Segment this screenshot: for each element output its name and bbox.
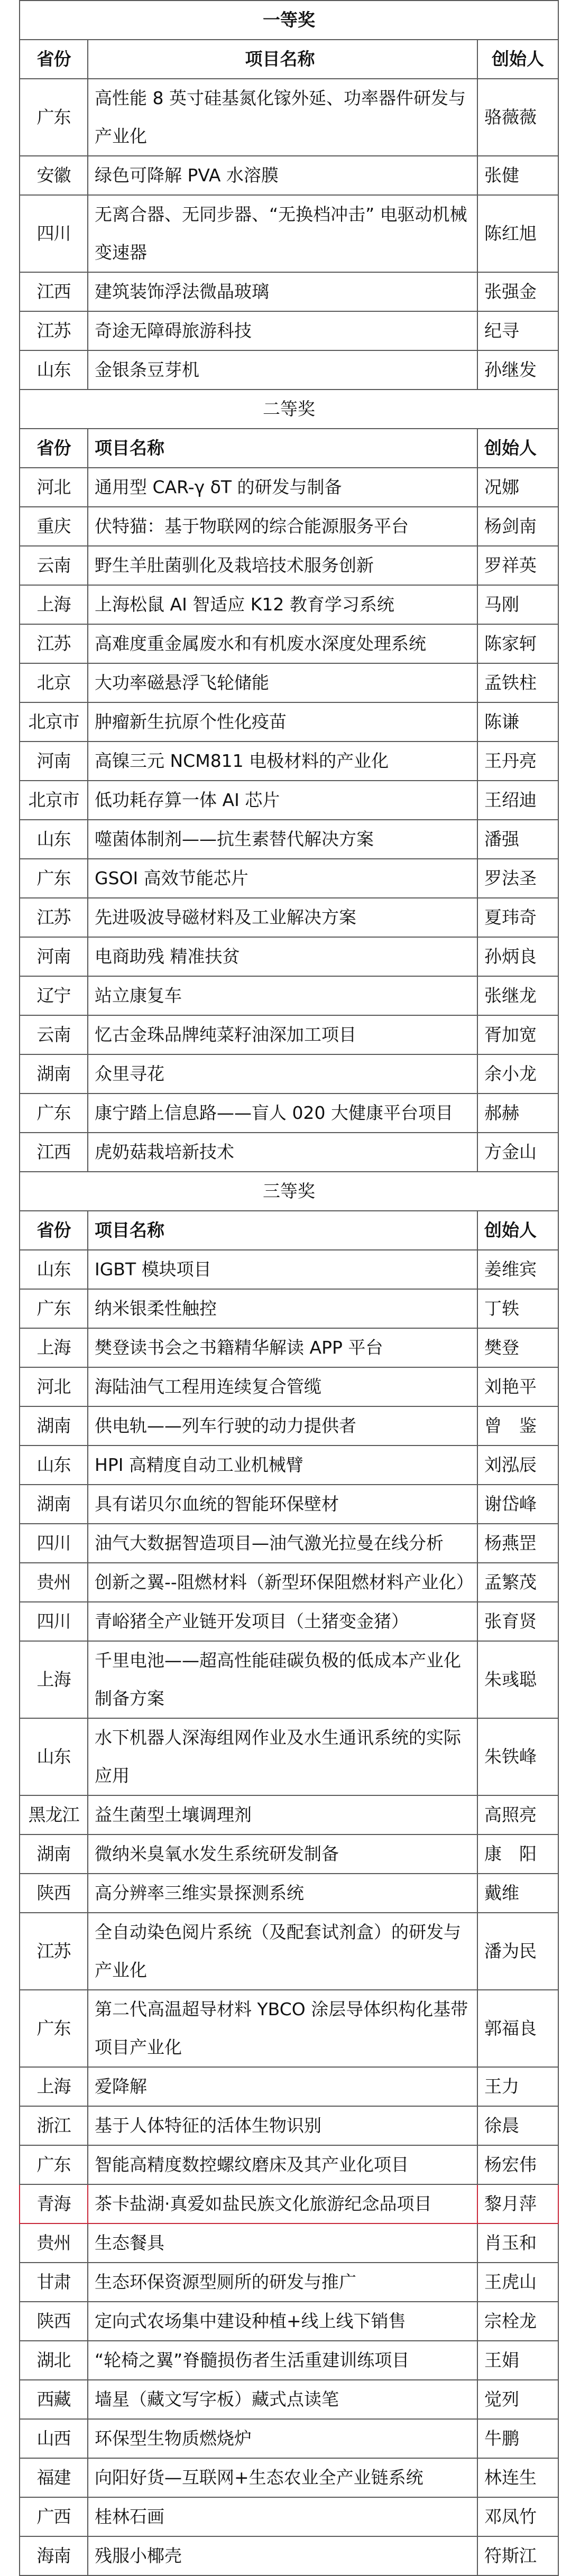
- founder-cell: 刘泓辰: [477, 1445, 558, 1485]
- province-cell: 江苏: [20, 1913, 88, 1990]
- table-row: [20, 1445, 558, 1485]
- province-cell: 河北: [20, 1367, 88, 1406]
- table-row: [20, 1874, 558, 1913]
- table-row: [20, 1015, 558, 1054]
- province-cell: 甘肃: [20, 2263, 88, 2302]
- province-cell: 西藏: [20, 2380, 88, 2419]
- province-cell: 安徽: [20, 156, 88, 195]
- founder-cell: 纪寻: [477, 311, 558, 350]
- founder-cell: 杨燕罡: [477, 1524, 558, 1563]
- project-name-cell: 千里电池——超高性能硅碳负极的低成本产业化制备方案: [88, 1641, 477, 1718]
- project-name-cell: HPI 高精度自动工业机械臂: [88, 1445, 477, 1485]
- table-row: [20, 272, 558, 311]
- founder-cell: 马刚: [477, 585, 558, 624]
- founder-cell: 张强金: [477, 272, 558, 311]
- founder-cell: 夏玮奇: [477, 898, 558, 937]
- table-row: [20, 1406, 558, 1445]
- founder-cell: 戴维: [477, 1874, 558, 1913]
- project-name-cell: 忆古金珠品牌纯菜籽油深加工项目: [88, 1015, 477, 1054]
- founder-cell: 肖玉和: [477, 2223, 558, 2263]
- founder-cell: 王力: [477, 2067, 558, 2106]
- column-header-province: 省份: [20, 429, 88, 468]
- table-row: [20, 859, 558, 898]
- column-header-row: [20, 40, 558, 79]
- founder-cell: 潘为民: [477, 1913, 558, 1990]
- province-cell: 贵州: [20, 2223, 88, 2263]
- table-row: [20, 1094, 558, 1133]
- province-cell: 湖南: [20, 1485, 88, 1524]
- table-row: [20, 1054, 558, 1094]
- table-row: [20, 1563, 558, 1602]
- founder-cell: 王绍迪: [477, 781, 558, 820]
- founder-cell: 郝赫: [477, 1094, 558, 1133]
- project-name-cell: “轮椅之翼”脊髓损伤者生活重建训练项目: [88, 2341, 477, 2380]
- table-row: [20, 1602, 558, 1641]
- province-cell: 湖北: [20, 2341, 88, 2380]
- project-name-cell: 基于人体特征的活体生物识别: [88, 2106, 477, 2145]
- section-title: 二等奖: [20, 390, 558, 429]
- province-cell: 山东: [20, 350, 88, 390]
- province-cell: 辽宁: [20, 976, 88, 1015]
- project-name-cell: 墙星（藏文写字板）藏式点读笔: [88, 2380, 477, 2419]
- table-row: [20, 742, 558, 781]
- founder-cell: 高照亮: [477, 1795, 558, 1834]
- table-row: [20, 2536, 558, 2575]
- table-row: [20, 663, 558, 702]
- founder-cell: 余小龙: [477, 1054, 558, 1094]
- project-name-cell: 樊登读书会之书籍精华解读 APP 平台: [88, 1328, 477, 1367]
- province-cell: 北京市: [20, 702, 88, 742]
- founder-cell: 张育贤: [477, 1602, 558, 1641]
- table-row: [20, 2302, 558, 2341]
- table-row: [20, 311, 558, 350]
- founder-cell: 方金山: [477, 1133, 558, 1172]
- table-row: [20, 820, 558, 859]
- project-name-cell: 茶卡盐湖·真爱如盐民族文化旅游纪念品项目: [88, 2184, 477, 2223]
- province-cell: 上海: [20, 585, 88, 624]
- province-cell: 四川: [20, 1602, 88, 1641]
- founder-cell: 觉列: [477, 2380, 558, 2419]
- table-row: [20, 1913, 558, 1990]
- province-cell: 江苏: [20, 898, 88, 937]
- province-cell: 云南: [20, 1015, 88, 1054]
- column-header-row: [20, 429, 558, 468]
- project-name-cell: 青峪猪全产业链开发项目（土猪变金猪）: [88, 1602, 477, 1641]
- table-row: [20, 2223, 558, 2263]
- province-cell: 四川: [20, 1524, 88, 1563]
- founder-cell: 刘艳平: [477, 1367, 558, 1406]
- project-name-cell: 大功率磁悬浮飞轮储能: [88, 663, 477, 702]
- founder-cell: 康 阳: [477, 1834, 558, 1874]
- province-cell: 四川: [20, 195, 88, 272]
- founder-cell: 孙炳良: [477, 937, 558, 976]
- table-row: [20, 156, 558, 195]
- table-row: [20, 1289, 558, 1328]
- project-name-cell: 油气大数据智造项目—油气激光拉曼在线分析: [88, 1524, 477, 1563]
- founder-cell: 曾 鉴: [477, 1406, 558, 1445]
- project-name-cell: 智能高精度数控螺纹磨床及其产业化项目: [88, 2145, 477, 2184]
- project-name-cell: 肿瘤新生抗原个性化疫苗: [88, 702, 477, 742]
- province-cell: 海南: [20, 2536, 88, 2575]
- province-cell: 河北: [20, 468, 88, 507]
- province-cell: 陕西: [20, 2302, 88, 2341]
- project-name-cell: 站立康复车: [88, 976, 477, 1015]
- province-cell: 浙江: [20, 2106, 88, 2145]
- table-row: [20, 350, 558, 390]
- section-title-row: [20, 390, 558, 429]
- project-name-cell: 虎奶菇栽培新技术: [88, 1133, 477, 1172]
- project-name-cell: 先进吸波导磁材料及工业解决方案: [88, 898, 477, 937]
- highlighted-table-row: [20, 2184, 558, 2223]
- founder-cell: 况娜: [477, 468, 558, 507]
- table-row: [20, 624, 558, 663]
- founder-cell: 胥加宽: [477, 1015, 558, 1054]
- province-cell: 湖南: [20, 1834, 88, 1874]
- column-header-project: 项目名称: [88, 1211, 477, 1250]
- table-row: [20, 195, 558, 272]
- founder-cell: 丁轶: [477, 1289, 558, 1328]
- founder-cell: 符斯江: [477, 2536, 558, 2575]
- province-cell: 湖南: [20, 1406, 88, 1445]
- table-row: [20, 1133, 558, 1172]
- province-cell: 上海: [20, 1328, 88, 1367]
- table-row: [20, 468, 558, 507]
- table-row: [20, 2419, 558, 2458]
- project-name-cell: 上海松鼠 AI 智适应 K12 教育学习系统: [88, 585, 477, 624]
- province-cell: 上海: [20, 1641, 88, 1718]
- founder-cell: 黎月萍: [477, 2184, 558, 2223]
- project-name-cell: 供电轨——列车行驶的动力提供者: [88, 1406, 477, 1445]
- founder-cell: 张健: [477, 156, 558, 195]
- project-name-cell: 噬菌体制剂——抗生素替代解决方案: [88, 820, 477, 859]
- founder-cell: 宗栓龙: [477, 2302, 558, 2341]
- province-cell: 河南: [20, 937, 88, 976]
- column-header-province: 省份: [20, 1211, 88, 1250]
- province-cell: 湖南: [20, 1054, 88, 1094]
- project-name-cell: 高分辨率三维实景探测系统: [88, 1874, 477, 1913]
- province-cell: 广东: [20, 1289, 88, 1328]
- province-cell: 重庆: [20, 507, 88, 546]
- founder-cell: 郭福良: [477, 1990, 558, 2067]
- table-row: [20, 1524, 558, 1563]
- project-name-cell: 纳米银柔性触控: [88, 1289, 477, 1328]
- founder-cell: 邓凤竹: [477, 2497, 558, 2536]
- project-name-cell: 奇途无障碍旅游科技: [88, 311, 477, 350]
- table-row: [20, 1990, 558, 2067]
- project-name-cell: 低功耗存算一体 AI 芯片: [88, 781, 477, 820]
- project-name-cell: 众里寻花: [88, 1054, 477, 1094]
- project-name-cell: 第二代高温超导材料 YBCO 涂层导体织构化基带项目产业化: [88, 1990, 477, 2067]
- awards-table-body: [20, 1, 558, 2575]
- province-cell: 广东: [20, 2145, 88, 2184]
- table-row: [20, 2106, 558, 2145]
- table-row: [20, 1795, 558, 1834]
- table-row: [20, 1641, 558, 1718]
- founder-cell: 潘强: [477, 820, 558, 859]
- table-row: [20, 546, 558, 585]
- project-name-cell: 环保型生物质燃烧炉: [88, 2419, 477, 2458]
- province-cell: 广东: [20, 859, 88, 898]
- project-name-cell: 益生菌型土壤调理剂: [88, 1795, 477, 1834]
- column-header-project: 项目名称: [88, 429, 477, 468]
- section-title-row: [20, 1172, 558, 1211]
- project-name-cell: 高性能 8 英寸硅基氮化镓外延、功率器件研发与产业化: [88, 79, 477, 156]
- project-name-cell: 高镍三元 NCM811 电极材料的产业化: [88, 742, 477, 781]
- table-row: [20, 507, 558, 546]
- table-row: [20, 585, 558, 624]
- founder-cell: 谢岱峰: [477, 1485, 558, 1524]
- founder-cell: 王丹亮: [477, 742, 558, 781]
- province-cell: 山西: [20, 2419, 88, 2458]
- founder-cell: 樊登: [477, 1328, 558, 1367]
- table-row: [20, 2458, 558, 2497]
- table-row: [20, 2497, 558, 2536]
- founder-cell: 姜维宾: [477, 1250, 558, 1289]
- section-title: 一等奖: [20, 1, 558, 40]
- section-title-row: [20, 1, 558, 40]
- awards-table: [19, 0, 559, 2576]
- founder-cell: 林连生: [477, 2458, 558, 2497]
- province-cell: 福建: [20, 2458, 88, 2497]
- project-name-cell: 伏特猫：基于物联网的综合能源服务平台: [88, 507, 477, 546]
- section-title: 三等奖: [20, 1172, 558, 1211]
- project-name-cell: 康宁踏上信息路——盲人 020 大健康平台项目: [88, 1094, 477, 1133]
- province-cell: 陕西: [20, 1874, 88, 1913]
- founder-cell: 陈家轲: [477, 624, 558, 663]
- column-header-founder: 创始人: [477, 1211, 558, 1250]
- founder-cell: 罗祥英: [477, 546, 558, 585]
- province-cell: 北京市: [20, 781, 88, 820]
- province-cell: 山东: [20, 820, 88, 859]
- founder-cell: 杨宏伟: [477, 2145, 558, 2184]
- table-row: [20, 1834, 558, 1874]
- province-cell: 江西: [20, 1133, 88, 1172]
- province-cell: 江苏: [20, 311, 88, 350]
- table-row: [20, 702, 558, 742]
- column-header-row: [20, 1211, 558, 1250]
- project-name-cell: 全自动染色阅片系统（及配套试剂盒）的研发与产业化: [88, 1913, 477, 1990]
- founder-cell: 孙继发: [477, 350, 558, 390]
- project-name-cell: 电商助残 精准扶贫: [88, 937, 477, 976]
- project-name-cell: 定向式农场集中建设种植+线上线下销售: [88, 2302, 477, 2341]
- project-name-cell: 残服小椰壳: [88, 2536, 477, 2575]
- project-name-cell: 通用型 CAR-γ δT 的研发与制备: [88, 468, 477, 507]
- table-row: [20, 1328, 558, 1367]
- project-name-cell: 微纳米臭氧水发生系统研发制备: [88, 1834, 477, 1874]
- column-header-province: 省份: [20, 40, 88, 79]
- table-row: [20, 976, 558, 1015]
- province-cell: 山东: [20, 1445, 88, 1485]
- project-name-cell: 金银条豆芽机: [88, 350, 477, 390]
- table-row: [20, 2341, 558, 2380]
- project-name-cell: 爱降解: [88, 2067, 477, 2106]
- founder-cell: 徐晨: [477, 2106, 558, 2145]
- project-name-cell: 野生羊肚菌驯化及栽培技术服务创新: [88, 546, 477, 585]
- project-name-cell: GSOI 高效节能芯片: [88, 859, 477, 898]
- project-name-cell: 创新之翼--阻燃材料（新型环保阻燃材料产业化）: [88, 1563, 477, 1602]
- founder-cell: 孟铁柱: [477, 663, 558, 702]
- founder-cell: 王虎山: [477, 2263, 558, 2302]
- founder-cell: 杨剑南: [477, 507, 558, 546]
- project-name-cell: 海陆油气工程用连续复合管缆: [88, 1367, 477, 1406]
- project-name-cell: IGBT 模块项目: [88, 1250, 477, 1289]
- table-row: [20, 2380, 558, 2419]
- column-header-founder: 创始人: [477, 40, 558, 79]
- founder-cell: 王娟: [477, 2341, 558, 2380]
- province-cell: 广东: [20, 1990, 88, 2067]
- table-row: [20, 1250, 558, 1289]
- province-cell: 江西: [20, 272, 88, 311]
- province-cell: 广东: [20, 1094, 88, 1133]
- province-cell: 贵州: [20, 1563, 88, 1602]
- project-name-cell: 绿色可降解 PVA 水溶膜: [88, 156, 477, 195]
- province-cell: 河南: [20, 742, 88, 781]
- column-header-founder: 创始人: [477, 429, 558, 468]
- project-name-cell: 向阳好货—互联网+生态农业全产业链系统: [88, 2458, 477, 2497]
- province-cell: 山东: [20, 1250, 88, 1289]
- province-cell: 广西: [20, 2497, 88, 2536]
- project-name-cell: 生态餐具: [88, 2223, 477, 2263]
- founder-cell: 陈红旭: [477, 195, 558, 272]
- province-cell: 云南: [20, 546, 88, 585]
- province-cell: 北京: [20, 663, 88, 702]
- project-name-cell: 生态环保资源型厕所的研发与推广: [88, 2263, 477, 2302]
- project-name-cell: 建筑装饰浮法微晶玻璃: [88, 272, 477, 311]
- founder-cell: 张继龙: [477, 976, 558, 1015]
- table-row: [20, 2145, 558, 2184]
- project-name-cell: 水下机器人深海组网作业及水生通讯系统的实际应用: [88, 1718, 477, 1795]
- province-cell: 山东: [20, 1718, 88, 1795]
- founder-cell: 陈谦: [477, 702, 558, 742]
- province-cell: 江苏: [20, 624, 88, 663]
- project-name-cell: 具有诺贝尔血统的智能环保壁材: [88, 1485, 477, 1524]
- founder-cell: 孟繁茂: [477, 1563, 558, 1602]
- table-row: [20, 2263, 558, 2302]
- province-cell: 上海: [20, 2067, 88, 2106]
- province-cell: 黑龙江: [20, 1795, 88, 1834]
- table-row: [20, 79, 558, 156]
- table-row: [20, 898, 558, 937]
- project-name-cell: 桂林石画: [88, 2497, 477, 2536]
- province-cell: 广东: [20, 79, 88, 156]
- province-cell: 青海: [20, 2184, 88, 2223]
- project-name-cell: 高难度重金属废水和有机废水深度处理系统: [88, 624, 477, 663]
- founder-cell: 朱铁峰: [477, 1718, 558, 1795]
- column-header-project: 项目名称: [88, 40, 477, 79]
- table-row: [20, 937, 558, 976]
- table-row: [20, 2067, 558, 2106]
- founder-cell: 牛鹏: [477, 2419, 558, 2458]
- founder-cell: 骆薇薇: [477, 79, 558, 156]
- table-row: [20, 1485, 558, 1524]
- table-row: [20, 1718, 558, 1795]
- project-name-cell: 无离合器、无同步器、“无换档冲击” 电驱动机械变速器: [88, 195, 477, 272]
- table-row: [20, 781, 558, 820]
- founder-cell: 罗法圣: [477, 859, 558, 898]
- founder-cell: 朱彧聪: [477, 1641, 558, 1718]
- table-row: [20, 1367, 558, 1406]
